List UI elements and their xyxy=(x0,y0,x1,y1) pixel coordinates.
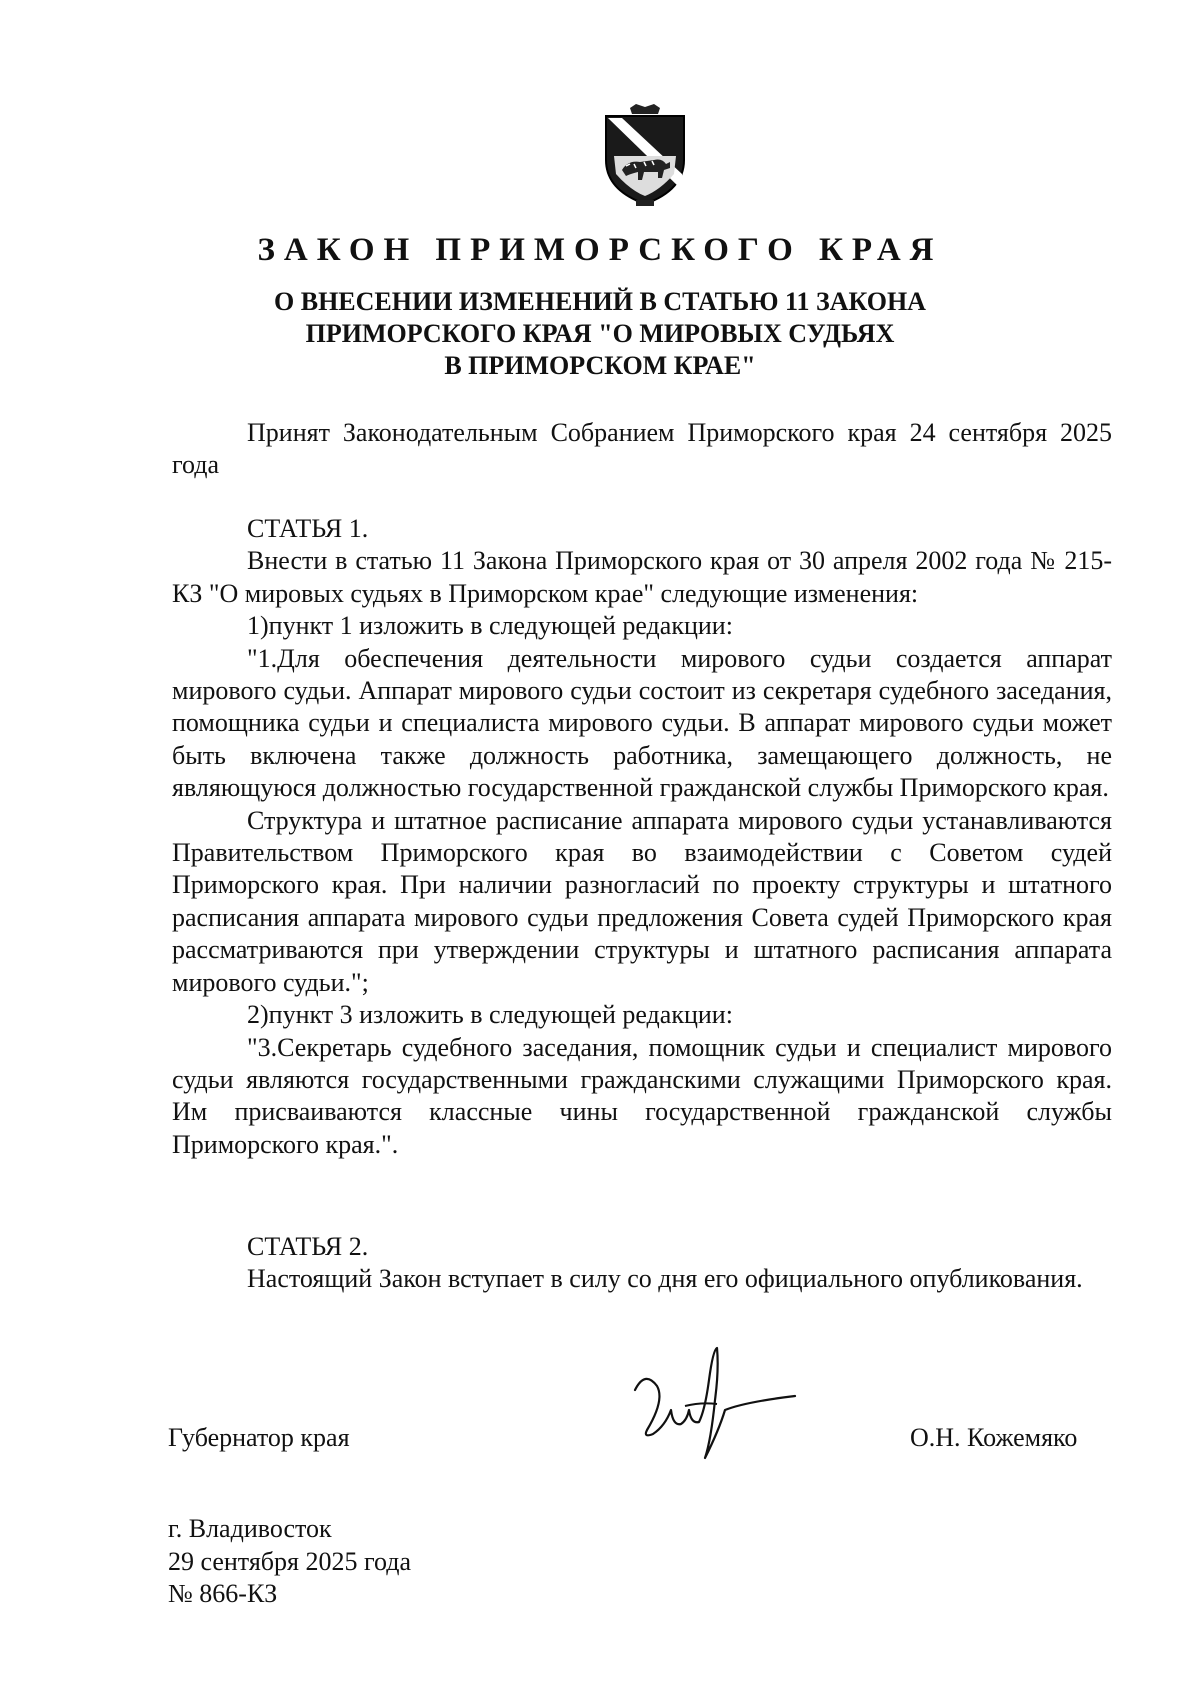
place-date-number xyxy=(168,1513,411,1611)
law-title xyxy=(0,286,1200,382)
article-paragraph: Структура и штатное расписание аппарата мирового судьи устанавливаются Правительством Приморского края во взаимодействии с Советом судей Приморского края. При наличии разногласий по проекту структуры и штатного расписания аппарата мирового судьи предложения Совета судей Приморского края рассматриваются при утверждении структуры и штатного расписания аппарата мирового судьи."; xyxy=(172,805,1112,997)
article-paragraph: 2)пункт 3 изложить в следующей редакции: xyxy=(247,1000,733,1030)
city: г. Владивосток xyxy=(168,1514,332,1543)
signatory-name: О.Н. Кожемяко xyxy=(910,1423,1078,1452)
signatory-position: Губернатор края xyxy=(168,1423,350,1452)
date: 29 сентября 2025 года xyxy=(168,1546,412,1576)
law-title-line: ПРИМОРСКОГО КРАЯ "О МИРОВЫХ СУДЬЯХ xyxy=(305,319,895,348)
article-paragraph: "3.Секретарь судебного заседания, помощник судьи и специалист мирового судьи являются государственными гражданскими служащими Приморского края. Им присваиваются классные чины государственной гражданской службы Приморского края.". xyxy=(172,1032,1112,1159)
article-paragraph: "1.Для обеспечения деятельности мирового судьи создается аппарат мирового судьи. Аппарат мирового судьи состоит из секретаря судебного заседания, помощника судьи и специалиста мирового судьи. В аппарат мирового судьи может быть включена также должность работника, замещающего должность, не являющуюся должностью государственной гражданской службы Приморского края. xyxy=(172,643,1112,803)
article-paragraph: Настоящий Закон вступает в силу со дня его официального опубликования. xyxy=(247,1264,1083,1294)
article-2 xyxy=(172,1231,1112,1296)
law-number: № 866-КЗ xyxy=(168,1579,278,1608)
adoption-note xyxy=(172,417,1112,482)
article-1 xyxy=(172,513,1112,1161)
law-type-heading: ЗАКОН ПРИМОРСКОГО КРАЯ xyxy=(257,232,943,268)
coat-of-arms-icon xyxy=(600,104,690,208)
handwritten-signature xyxy=(625,1340,800,1470)
article-paragraph: Внести в статью 11 Закона Приморского края от 30 апреля 2002 года № 215-КЗ "О мировых судьях в Приморском крае" следующие изменения: xyxy=(172,546,1112,608)
adoption-text: Принят Законодательным Собранием Приморского края 24 сентября 2025 года xyxy=(172,418,1112,480)
law-title-line: О ВНЕСЕНИИ ИЗМЕНЕНИЙ В СТАТЬЮ 11 ЗАКОНА xyxy=(274,287,926,316)
article-paragraph: 1)пункт 1 изложить в следующей редакции: xyxy=(247,611,733,641)
article-heading: СТАТЬЯ 2. xyxy=(247,1232,369,1261)
article-heading: СТАТЬЯ 1. xyxy=(247,514,369,543)
law-title-line: В ПРИМОРСКОМ КРАЕ" xyxy=(444,351,756,380)
